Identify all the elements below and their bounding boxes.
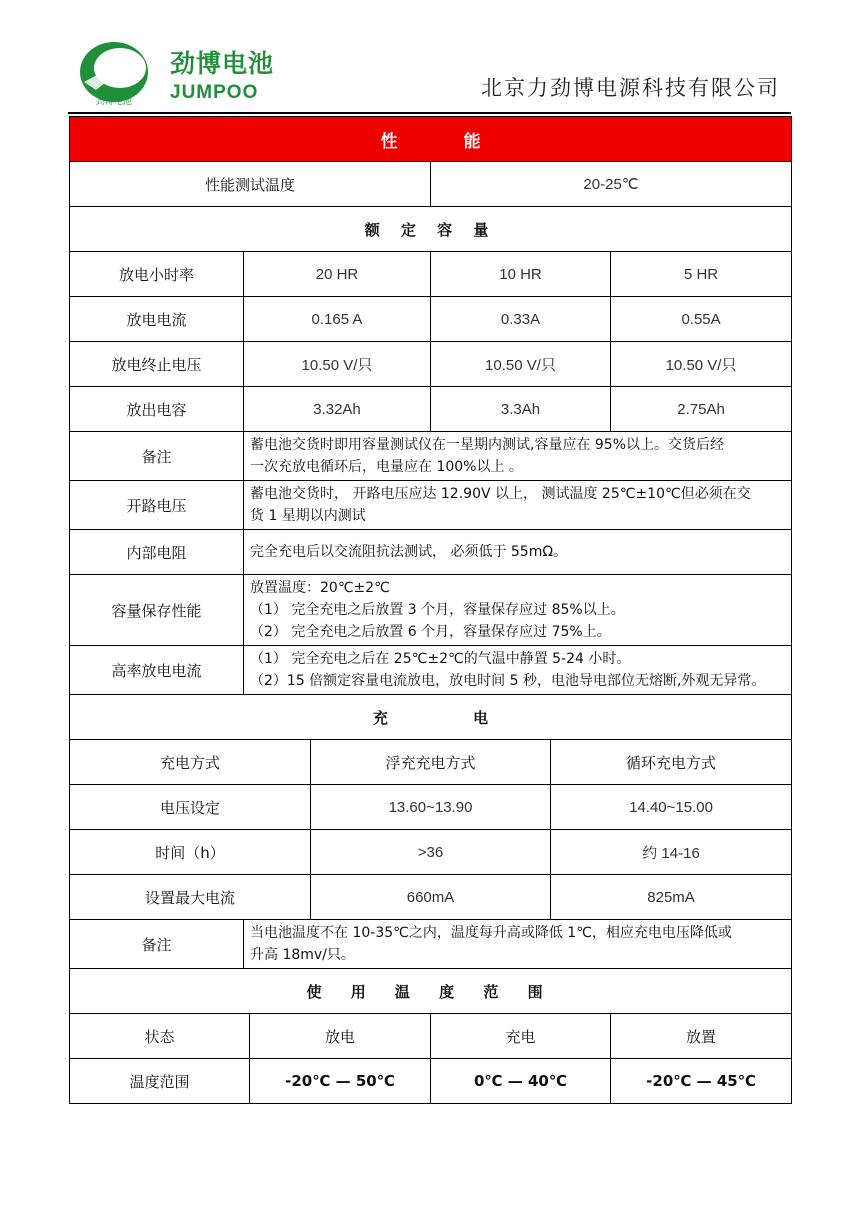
capacity-cell: 20 HR [244,252,431,297]
performance-header-row [70,117,792,162]
temperature-header-cell: 放置 [611,1014,792,1059]
ocv-text [244,481,792,530]
charging-cell: 13.60~13.90 [311,785,551,830]
charging-cell: 660mA [311,875,551,920]
company-name: 北京力劲博电源科技有限公司 [481,76,780,100]
charging-note-label: 备注 [70,920,244,969]
charging-row-label: 电压设定 [70,785,311,830]
charging-row [70,875,792,920]
temperature-header-cell: 充电 [431,1014,611,1059]
note-line: 升高 18mv/只。 [250,947,355,963]
charging-header-cell: 浮充充电方式 [311,740,551,785]
note-line: （2）15 倍额定容量电流放电，放电时间 5 秒，电池导电部位无熔断,外观无异常。 [250,673,766,689]
logo-small-text: 劲博电池 [95,97,133,107]
charging-header-cell: 循环充电方式 [551,740,792,785]
temperature-range-row [70,1059,792,1104]
note-line: 一次充放电循环后，电量应在 100%以上 。 [250,459,523,475]
capacity-row [70,342,792,387]
high-rate-row [70,646,792,695]
capacity-row [70,297,792,342]
ocv-row [70,481,792,530]
retention-text [244,575,792,646]
retention-row [70,575,792,646]
charging-cell: 约 14-16 [551,830,792,875]
note-line: 货 1 星期以内测试 [250,508,366,524]
ocv-label: 开路电压 [70,481,244,530]
high-rate-text [244,646,792,695]
temperature-row-label: 温度范围 [70,1059,250,1104]
capacity-note-text [244,432,792,481]
ir-row [70,530,792,575]
note-line: 当电池温度不在 10-35℃之内，温度每升高或降低 1℃，相应充电电压降低或 [250,925,732,941]
performance-title: 性 能 [70,117,792,162]
test-temp-label: 性能测试温度 [70,162,431,207]
temperature-header-cell: 状态 [70,1014,250,1059]
capacity-row [70,387,792,432]
capacity-cell: 0.33A [431,297,611,342]
charging-col-header-row [70,740,792,785]
ir-label: 内部电阻 [70,530,244,575]
capacity-cell: 3.32Ah [244,387,431,432]
battery-swoosh-logo-icon [78,38,150,110]
retention-label: 容量保存性能 [70,575,244,646]
note-line: （1） 完全充电之后在 25℃±2℃的气温中静置 5-24 小时。 [250,651,631,667]
charging-row-label: 时间（h） [70,830,311,875]
charging-row-label: 设置最大电流 [70,875,311,920]
note-line: （2） 完全充电之后放置 6 个月，容量保存应过 75%上。 [250,624,611,640]
capacity-cell: 2.75Ah [611,387,792,432]
logo-english-name: JUMPOO [170,82,259,103]
capacity-row-label: 放电小时率 [70,252,244,297]
temperature-header-cell: 放电 [250,1014,431,1059]
temperature-title: 使 用 温 度 范 围 [70,969,792,1014]
temperature-cell: 0℃ — 40℃ [431,1059,611,1104]
charging-title: 充 电 [70,695,792,740]
capacity-cell: 10.50 V/只 [611,342,792,387]
temperature-cell: -20℃ — 45℃ [611,1059,792,1104]
capacity-note-label: 备注 [70,432,244,481]
charging-row [70,785,792,830]
header-divider [68,112,791,114]
temperature-col-header-row [70,1014,792,1059]
test-temp-row [70,162,792,207]
capacity-cell: 10 HR [431,252,611,297]
capacity-cell: 0.55A [611,297,792,342]
charging-cell: 14.40~15.00 [551,785,792,830]
note-line: （1） 完全充电之后放置 3 个月，容量保存应过 85%以上。 [250,602,625,618]
temperature-cell: -20℃ — 50℃ [250,1059,431,1104]
capacity-row-label: 放电电流 [70,297,244,342]
capacity-cell: 0.165 A [244,297,431,342]
test-temp-value: 20-25℃ [431,162,792,207]
capacity-cell: 10.50 V/只 [431,342,611,387]
spec-table [69,116,792,1104]
charging-header-row [70,695,792,740]
capacity-row-label: 放出电容 [70,387,244,432]
high-rate-label: 高率放电电流 [70,646,244,695]
capacity-cell: 5 HR [611,252,792,297]
rated-capacity-header-row [70,207,792,252]
charging-note-text [244,920,792,969]
temperature-header-row [70,969,792,1014]
capacity-cell: 10.50 V/只 [244,342,431,387]
note-line: 放置温度：20℃±2℃ [250,580,390,596]
logo-chinese-name: 劲博电池 [170,49,275,78]
charging-note-row [70,920,792,969]
note-line: 蓄电池交货时即用容量测试仪在一星期内测试,容量应在 95%以上。交货后经 [250,437,725,453]
capacity-row [70,252,792,297]
company-logo [78,38,278,110]
ir-text: 完全充电后以交流阻抗法测试， 必须低于 55mΩ。 [244,530,792,575]
charging-row [70,830,792,875]
capacity-cell: 3.3Ah [431,387,611,432]
charging-header-cell: 充电方式 [70,740,311,785]
capacity-note-row [70,432,792,481]
charging-cell: 825mA [551,875,792,920]
capacity-row-label: 放电终止电压 [70,342,244,387]
note-line: 蓄电池交货时， 开路电压应达 12.90V 以上， 测试温度 25℃±10℃但必须在交 [250,486,751,502]
charging-cell: >36 [311,830,551,875]
rated-capacity-title: 额 定 容 量 [70,207,792,252]
